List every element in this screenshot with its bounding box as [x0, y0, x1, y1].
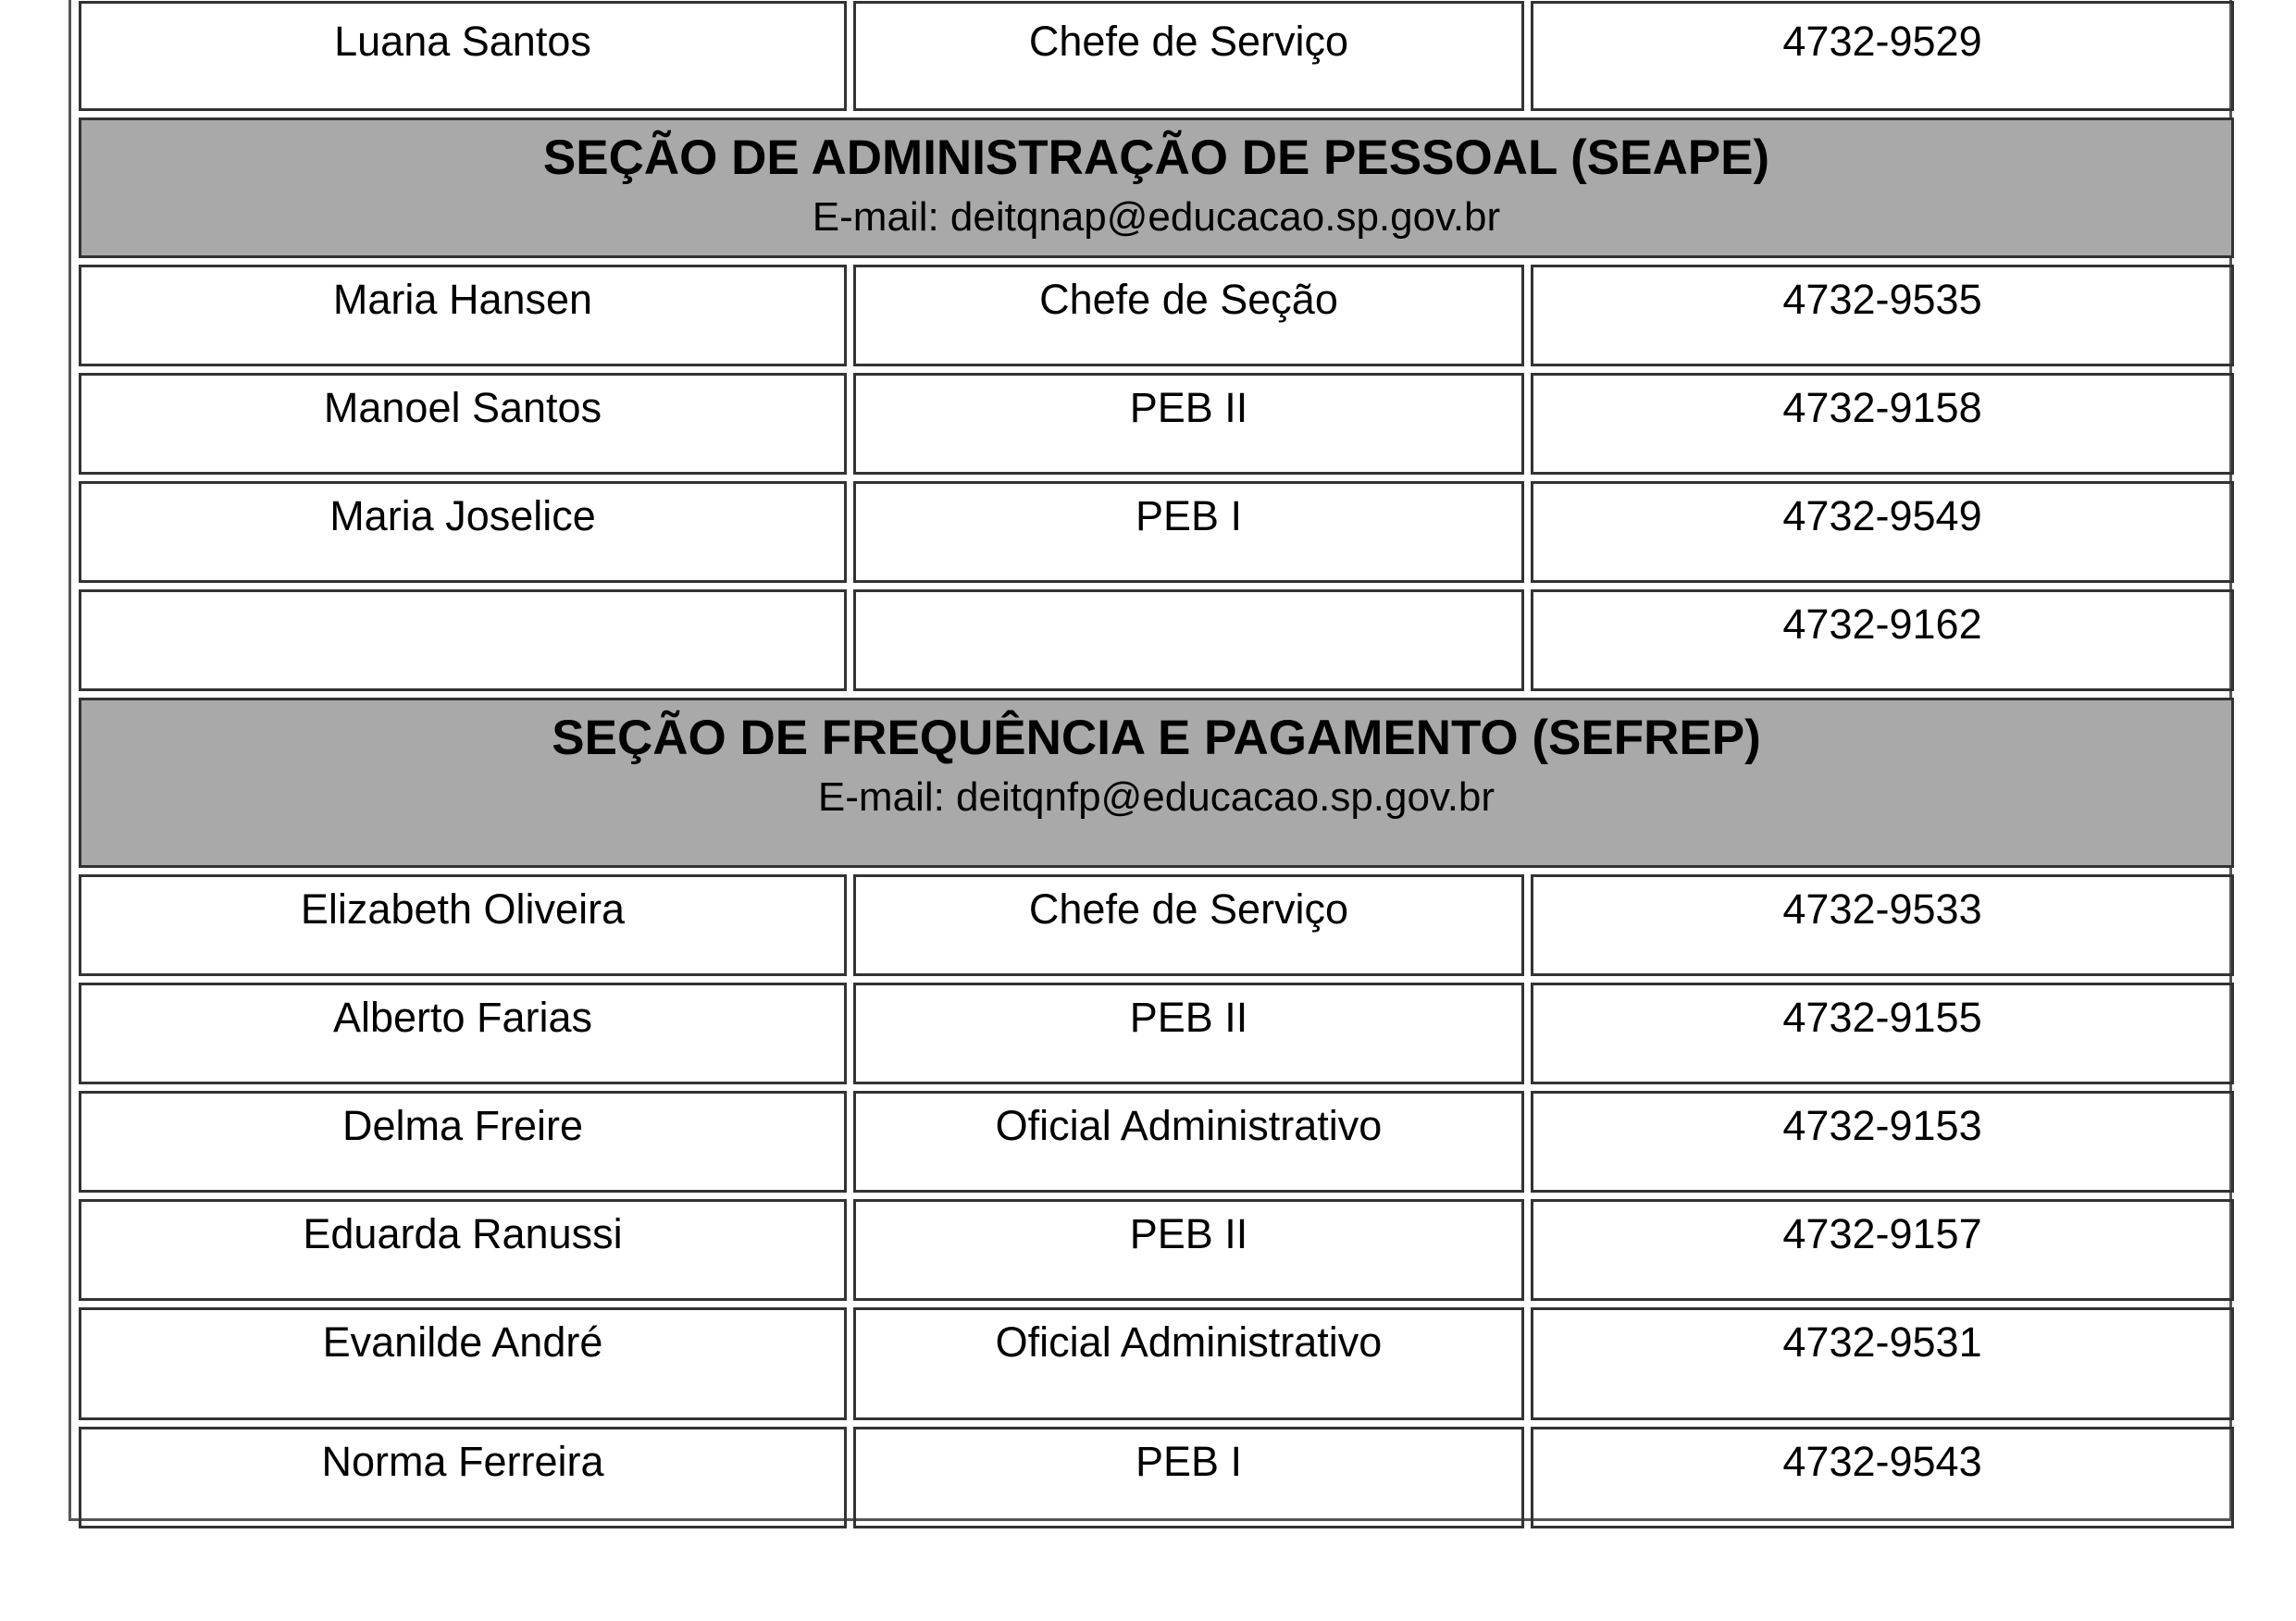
table-row [79, 589, 2234, 691]
employee-phone: 4732-9533 [1531, 874, 2234, 976]
employee-phone: 4732-9543 [1531, 1427, 2234, 1528]
employee-name: Alberto Farias [79, 983, 847, 1084]
employee-name [79, 589, 847, 691]
employee-name: Eduarda Ranussi [79, 1199, 847, 1301]
section-title: SEÇÃO DE ADMINISTRAÇÃO DE PESSOAL (SEAPE) [542, 130, 1770, 185]
employee-name: Elizabeth Oliveira [79, 874, 847, 976]
section-header-cell [79, 118, 2234, 258]
table-row [79, 265, 2234, 366]
section-header-seape [79, 118, 2234, 258]
section-title: SEÇÃO DE FREQUÊNCIA E PAGAMENTO (SEFREP) [552, 711, 1761, 765]
employee-role: Chefe de Serviço [853, 1, 1524, 111]
employee-name: Norma Ferreira [79, 1427, 847, 1528]
table-row [79, 1, 2234, 111]
employee-phone: 4732-9158 [1531, 373, 2234, 475]
employee-phone: 4732-9155 [1531, 983, 2234, 1084]
employee-role [853, 589, 1524, 691]
table-row [79, 1091, 2234, 1193]
employee-name: Maria Joselice [79, 481, 847, 583]
table-row [79, 481, 2234, 583]
employee-phone: 4732-9153 [1531, 1091, 2234, 1193]
employee-phone: 4732-9549 [1531, 481, 2234, 583]
employee-role: Chefe de Serviço [853, 874, 1524, 976]
employee-phone: 4732-9157 [1531, 1199, 2234, 1301]
employee-role: Oficial Administrativo [853, 1091, 1524, 1193]
employee-phone: 4732-9531 [1531, 1307, 2234, 1420]
employee-name: Delma Freire [79, 1091, 847, 1193]
employee-role: PEB I [853, 1427, 1524, 1528]
employee-name: Luana Santos [79, 1, 847, 111]
section-header-sefrep [79, 698, 2234, 868]
employee-phone: 4732-9535 [1531, 265, 2234, 366]
staff-directory-table [72, 0, 2240, 1535]
table-row [79, 983, 2234, 1084]
section-email: E-mail: deitqnap@educacao.sp.gov.br [812, 194, 1501, 241]
section-email: E-mail: deitqnfp@educacao.sp.gov.br [817, 774, 1496, 821]
employee-role: PEB I [853, 481, 1524, 583]
employee-role: Oficial Administrativo [853, 1307, 1524, 1420]
employee-role: Chefe de Seção [853, 265, 1524, 366]
employee-name: Maria Hansen [79, 265, 847, 366]
employee-name: Evanilde André [79, 1307, 847, 1420]
table-row [79, 874, 2234, 976]
table-row [79, 1199, 2234, 1301]
employee-phone: 4732-9529 [1531, 1, 2234, 111]
employee-name: Manoel Santos [79, 373, 847, 475]
employee-phone: 4732-9162 [1531, 589, 2234, 691]
section-header-cell [79, 698, 2234, 868]
employee-role: PEB II [853, 983, 1524, 1084]
table-row [79, 1427, 2234, 1528]
employee-role: PEB II [853, 373, 1524, 475]
employee-role: PEB II [853, 1199, 1524, 1301]
table-row [79, 1307, 2234, 1420]
table-row [79, 373, 2234, 475]
